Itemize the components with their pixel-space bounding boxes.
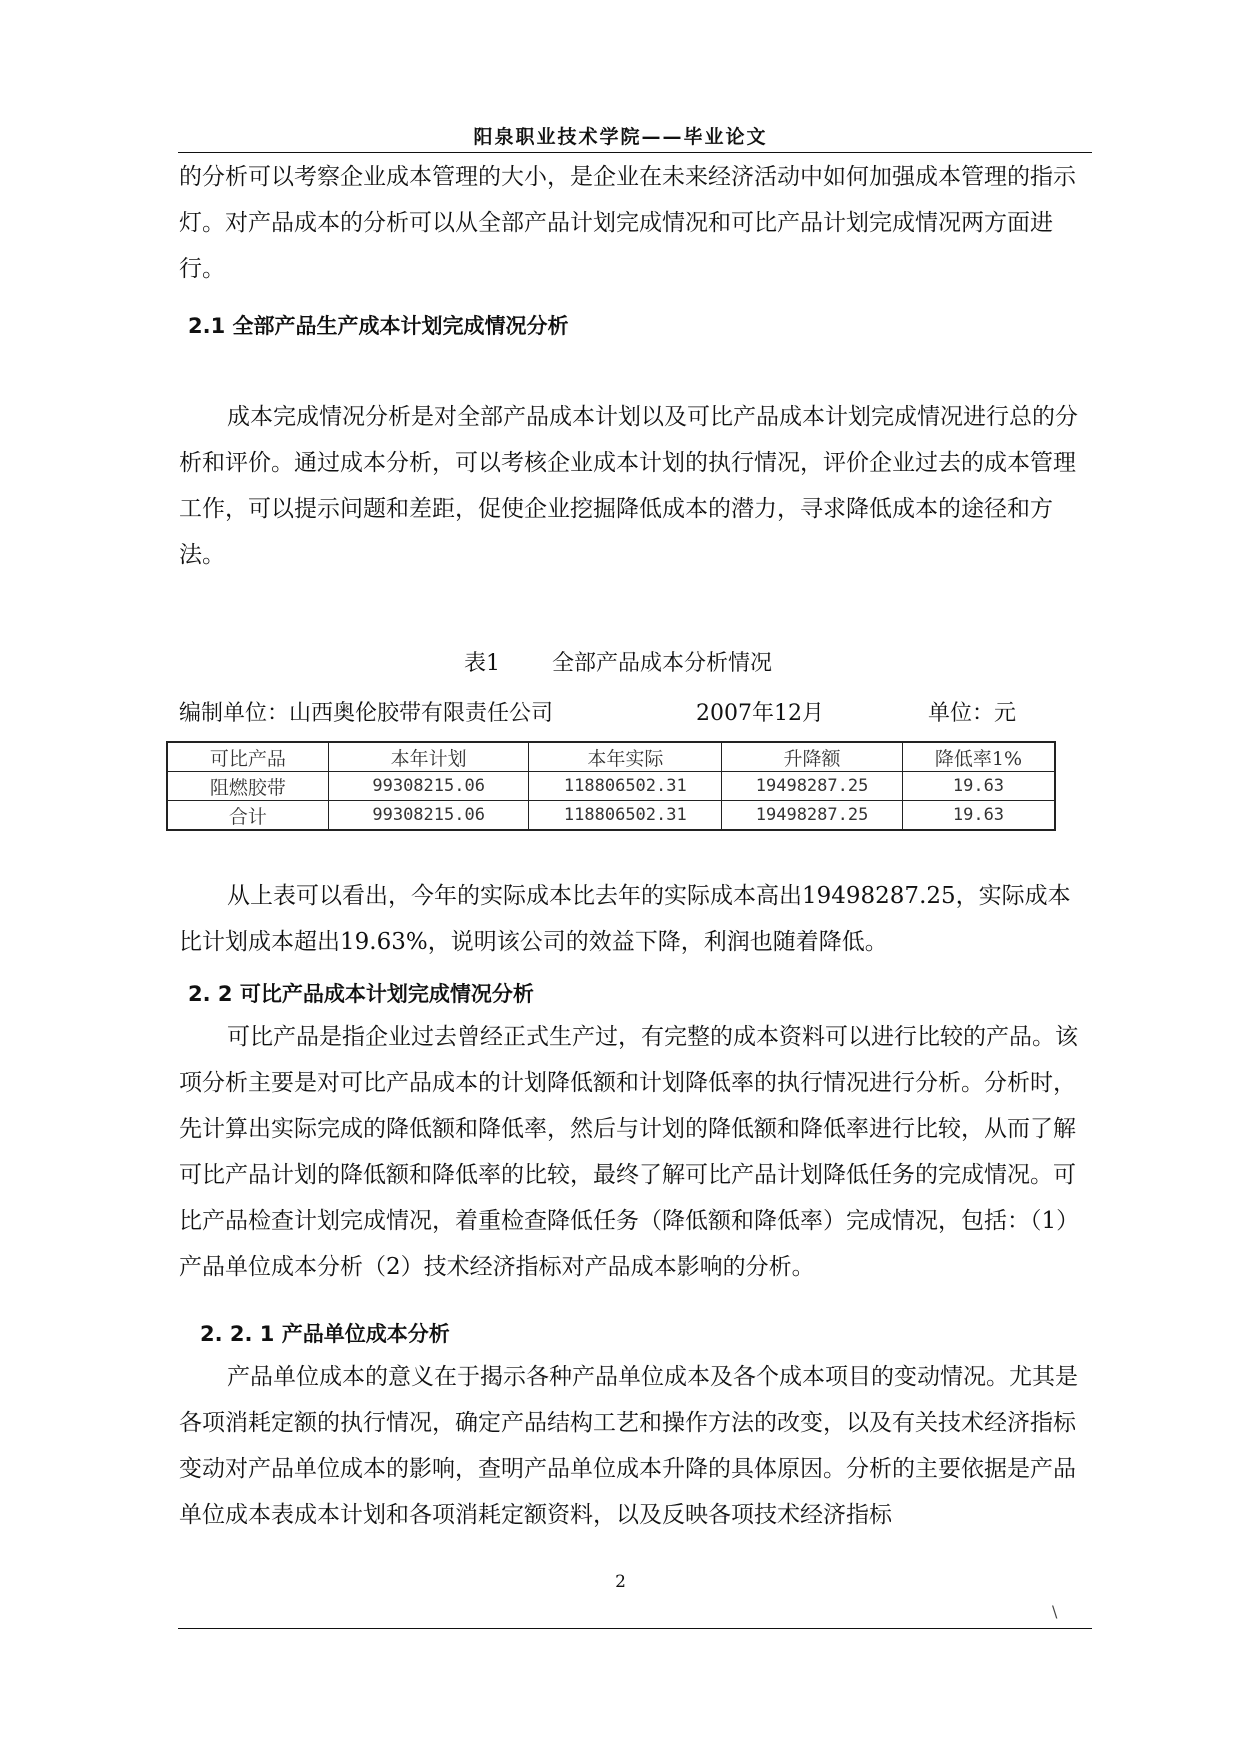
cell-actual: 118806502.31 [529,772,722,801]
cell-reduction-rate: 19.63 [902,801,1055,831]
page-number: 2 [615,1572,626,1592]
footer-rule [178,1628,1092,1629]
cell-change-amount: 19498287.25 [722,801,903,831]
column-header-product: 可比产品 [167,742,328,772]
cell-change-amount: 19498287.25 [722,772,903,801]
column-header-reduction-rate: 降低率1% [902,742,1055,772]
table-caption-title: 全部产品成本分析情况 [552,651,773,676]
cell-plan: 99308215.06 [328,772,529,801]
table-row-total [167,801,1055,831]
cell-reduction-rate: 19.63 [902,772,1055,801]
section-heading-2-1: 2.1 全部产品生产成本计划完成情况分析 [188,314,569,338]
paragraph-intro: 的分析可以考察企业成本管理的大小，是企业在未来经济活动中如何加强成本管理的指示灯。对产品成本的分析可以从全部产品计划完成情况和可比产品计划完成情况两方面进行。 [179,164,1076,282]
cell-actual: 118806502.31 [529,801,722,831]
paragraph-section-2-2: 可比产品是指企业过去曾经正式生产过，有完整的成本资料可以进行比较的产品。该项分析主要是对可比产品成本的计划降低额和计划降低率的执行情况进行分析。分析时，先计算出实际完成的降低额和降低率，然后与计划的降低额和降低率进行比较，从而了解可比产品计划的降低额和降低率的比较，最终了解可比产品计划降低任务的完成情况。可比产品检查计划完成情况，着重检查降低任务（降低额和降低率）完成情况，包括：（1）产品单位成本分析（2）技术经济指标对产品成本影响的分析。 [179,1024,1080,1280]
column-header-actual: 本年实际 [529,742,722,772]
cell-product: 阻燃胶带 [167,772,328,801]
table-caption [464,646,772,677]
paragraph-table-conclusion: 从上表可以看出，今年的实际成本比去年的实际成本高出19498287.25，实际成本比计划成本超出19.63%，说明该公司的效益下降，利润也随着降低。 [179,883,1071,955]
table-header-row [167,742,1055,772]
table-compiler-unit: 编制单位：山西奥伦胶带有限责任公司 [179,701,554,726]
column-header-change-amount: 升降额 [722,742,903,772]
table-caption-label: 表1 [464,651,500,676]
document-header-title: 阳泉职业技术学院——毕业论文 [473,126,768,148]
table-row [167,772,1055,801]
cell-product: 合计 [167,801,328,831]
table-date: 2007年12月 [696,701,824,726]
corner-mark: \ [1052,1602,1058,1621]
column-header-plan: 本年计划 [328,742,529,772]
paragraph-section-2-2-1: 产品单位成本的意义在于揭示各种产品单位成本及各个成本项目的变动情况。尤其是各项消耗定额的执行情况，确定产品结构工艺和操作方法的改变，以及有关技术经济指标变动对产品单位成本的影响，查明产品单位成本升降的具体原因。分析的主要依据是产品单位成本表成本计划和各项消耗定额资料，以及反映各项技术经济指标 [179,1364,1078,1528]
cost-analysis-table [166,741,1056,831]
section-heading-2-2: 2. 2 可比产品成本计划完成情况分析 [188,982,534,1006]
section-heading-2-2-1: 2. 2. 1 产品单位成本分析 [200,1322,450,1346]
table-currency-unit: 单位：元 [928,701,1017,726]
cell-plan: 99308215.06 [328,801,529,831]
paragraph-section-2-1: 成本完成情况分析是对全部产品成本计划以及可比产品成本计划完成情况进行总的分析和评价。通过成本分析，可以考核企业成本计划的执行情况，评价企业过去的成本管理工作，可以提示问题和差距，促使企业挖掘降低成本的潜力，寻求降低成本的途径和方法。 [179,404,1078,568]
header-rule [178,152,1092,153]
